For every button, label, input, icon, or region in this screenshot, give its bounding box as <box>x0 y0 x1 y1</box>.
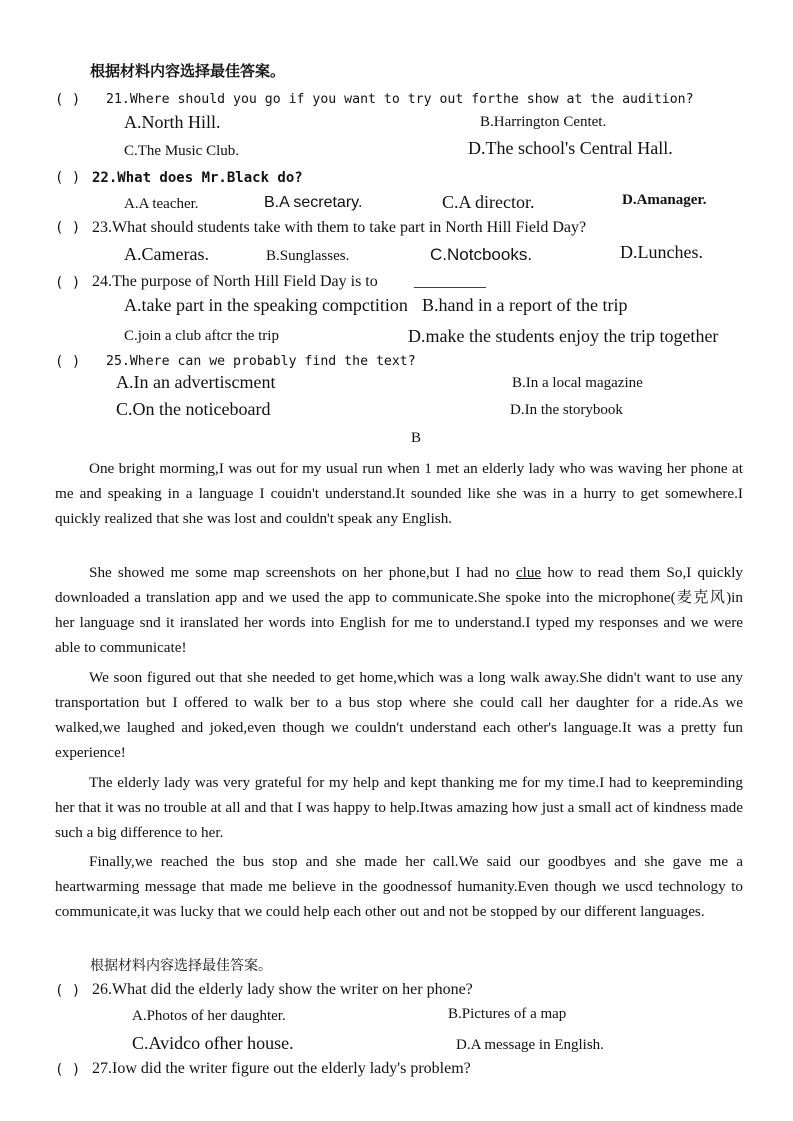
option-a: A.Cameras. <box>124 244 209 264</box>
option-b: B.In a local magazine <box>512 375 643 391</box>
answer-blank: ( ) <box>55 170 81 186</box>
section-a-instruction: 根据材料内容选择最佳答案。 <box>90 62 286 80</box>
option-b: B.Pictures of a map <box>448 1006 567 1022</box>
passage-paragraph-3: We soon figured out that she needed to get home,which was a long walk away.She didn't want to use any transportation but I offered to walk ber to a bus stop where she could call her daughter for a ride.As we walked,we laughed and joked,even though we couldn't understand each other's language.It was a pretty fun experience! <box>55 669 743 761</box>
answer-blank: ( ) <box>55 92 81 108</box>
option-a: A.North Hill. <box>124 112 221 132</box>
option-d: D.Amanager. <box>622 192 707 208</box>
option-a: A.Photos of her daughter. <box>132 1008 286 1024</box>
option-d: D.make the students enjoy the trip together <box>408 326 719 346</box>
passage-paragraph-4: The elderly lady was very grateful for my help and kept thanking me for my time.I had to keepreminding her that it was no trouble at all and that I was happy to help.Itwas amazing how just a small act of kindness made such a big difference to her. <box>55 774 743 841</box>
answer-blank: ( ) <box>55 983 81 999</box>
option-c: C.The Music Club. <box>124 143 239 159</box>
option-d: D.The school's Central Hall. <box>468 138 673 158</box>
question-stem: 25.Where can we probably find the text? <box>106 354 416 369</box>
answer-blank: ( ) <box>55 354 81 370</box>
passage-paragraph-5: Finally,we reached the bus stop and she made her call.We said our goodbyes and she gave me a heartwarming message that made me believe in the goodnessof humanity.Even though we uscd technology to communicate,it was lucky that we could help each other out and not be stopped by our different languages. <box>55 853 743 920</box>
question-stem: 21.Where should you go if you want to try out forthe show at the audition? <box>106 92 694 107</box>
option-b: B.A secretary. <box>264 194 363 211</box>
question-stem: 23.What should students take with them to take part in North Hill Field Day? <box>92 219 587 236</box>
question-stem: 22.What does Mr.Black do? <box>92 170 303 186</box>
option-b: B.hand in a report of the trip <box>422 295 628 315</box>
option-c: C.On the noticeboard <box>116 399 271 419</box>
answer-blank: ( ) <box>55 220 81 236</box>
passage-paragraph-2 <box>55 560 743 660</box>
option-d: D.Lunches. <box>620 242 703 262</box>
paragraph-text: She showed me some map screenshots on her phone,but I had no <box>89 564 516 581</box>
option-b: B.Harrington Centet. <box>480 114 607 130</box>
passage-paragraph-1: One bright morming,I was out for my usual run when 1 met an elderly lady who was waving her phone at me and speaking in a language I couidn't understand.It sounded like she was in a hurry to get somewhere.I quickly realized that she was lost and couldn't speak any English. <box>55 460 743 527</box>
option-c: C.Avidco ofher house. <box>132 1033 294 1053</box>
paragraph-text: how to read them So,I quickly downloaded a translation app and we used the app to communicate.She spoke into the microphone(麦克风)in her language snd it iranslated her words into English for me to understand.I typed my responses and we were able to communicate! <box>55 564 744 656</box>
option-d: D.A message in English. <box>456 1037 604 1053</box>
question-stem: 27.Iow did the writer figure out the elderly lady's problem? <box>92 1060 471 1077</box>
answer-blank: ( ) <box>55 275 81 291</box>
question-stem: 26.What did the elderly lady show the writer on her phone? <box>92 981 473 998</box>
option-d: D.In the storybook <box>510 402 623 418</box>
option-c: C.A director. <box>442 192 535 212</box>
underlined-word: clue <box>515 564 542 581</box>
option-a: A.In an advertiscment <box>116 372 276 392</box>
answer-blank: ( ) <box>55 1062 81 1078</box>
question-stem: 24.The purpose of North Hill Field Day is to <box>92 273 378 290</box>
option-c: C.join a club aftcr the trip <box>124 328 279 344</box>
section-b-instruction: 根据材料内容选择最佳答案。 <box>90 958 272 974</box>
option-a: A.take part in the speaking compctition <box>124 295 408 315</box>
option-c: C.Notcbooks. <box>430 245 533 264</box>
option-a: A.A teacher. <box>124 196 199 212</box>
fill-in-blank: _________ <box>414 273 486 290</box>
option-b: B.Sunglasses. <box>266 248 350 264</box>
section-b-heading: B <box>411 430 422 446</box>
